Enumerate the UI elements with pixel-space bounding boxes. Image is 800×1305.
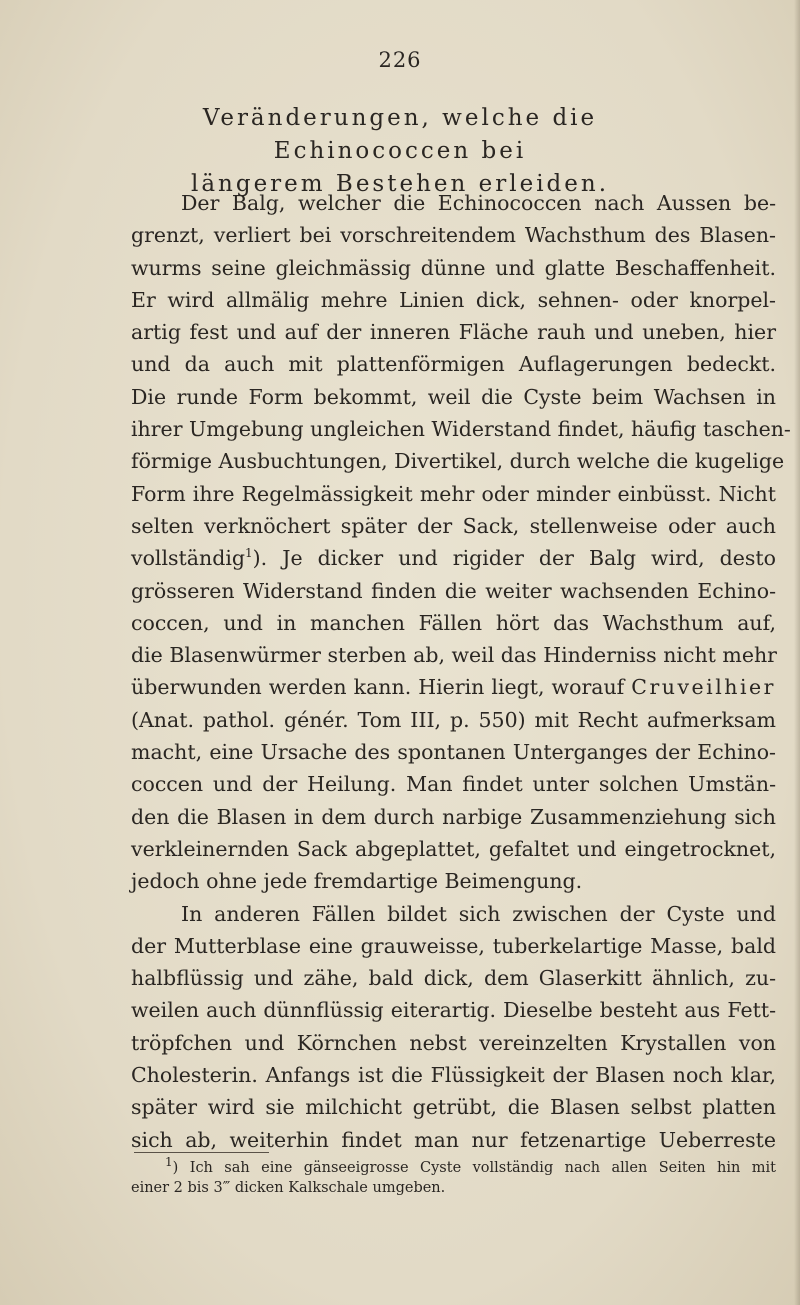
text-line: die Blasenwürmer sterben ab, weil das Hinderniss nicht mehr — [131, 643, 777, 668]
text-fragment: vollständig — [131, 546, 246, 571]
text-line: Die runde Form bekommt, weil die Cyste beim Wachsen in — [131, 384, 776, 409]
text-line: coccen und der Heilung. Man findet unter solchen Umstän- — [131, 772, 776, 797]
page-number: 226 — [378, 48, 422, 72]
footnote-line — [131, 1155, 776, 1178]
text-line: verkleinernden Sack abgeplattet, gefaltet und eingetrocknet, — [131, 836, 776, 861]
text-fragment: überwunden werden kann. Hierin liegt, worauf — [131, 675, 632, 700]
section-heading-line-1: Veränderungen, welche die Echinococcen bei — [202, 105, 598, 164]
text-fragment: ). Je dicker und rigider der Balg wird, desto — [252, 546, 776, 571]
text-line: Form ihre Regelmässigkeit mehr oder minder einbüsst. Nicht — [131, 481, 776, 506]
text-line: jedoch ohne jede fremdartige Beimengung. — [131, 869, 583, 894]
text-line: coccen, und in manchen Fällen hört das Wachsthum auf, — [131, 610, 776, 635]
footnote-line: einer 2 bis 3‴ dicken Kalkschale umgeben. — [131, 1180, 446, 1196]
text-line — [131, 542, 776, 574]
text-line: grenzt, verliert bei vorschreitendem Wachsthum des Blasen- — [131, 223, 776, 248]
text-line: halbflüssig und zähe, bald dick, dem Glaserkitt ähnlich, zu- — [131, 966, 776, 991]
text-line: sich ab, weiterhin findet man nur fetzenartige Ueberreste — [131, 1127, 776, 1152]
text-line: grösseren Widerstand finden die weiter wachsenden Echino- — [131, 578, 776, 603]
text-line: förmige Ausbuchtungen, Divertikel, durch welche die kugelige — [131, 449, 785, 474]
text-line: weilen auch dünnflüssig eiterartig. Dieselbe besteht aus Fett- — [131, 998, 776, 1023]
text-line: selten verknöchert später der Sack, stellenweise oder auch — [131, 513, 776, 538]
text-line: der Mutterblase eine grauweisse, tuberkelartige Masse, bald — [131, 933, 776, 958]
text-line: Er wird allmälig mehre Linien dick, sehnen- oder knorpel- — [131, 287, 776, 312]
section-heading-line-2: längerem Bestehen erleiden. — [190, 171, 610, 197]
page-edge-shadow — [794, 0, 800, 1305]
text-line: macht, eine Ursache des spontanen Unterganges der Echino- — [131, 740, 776, 765]
text-line: später wird sie milchicht getrübt, die Blasen selbst platten — [131, 1095, 776, 1120]
text-line: den die Blasen in dem durch narbige Zusammenziehung sich — [131, 804, 776, 829]
text-line: (Anat. pathol. génér. Tom III, p. 550) mit Recht aufmerksam — [131, 707, 776, 732]
text-line: Cholesterin. Anfangs ist die Flüssigkeit der Blasen noch klar, — [131, 1063, 776, 1088]
footnote-marker: 1 — [165, 1155, 173, 1170]
footnote-divider — [134, 1152, 269, 1153]
text-line — [131, 671, 776, 703]
text-line: tröpfchen und Körnchen nebst vereinzelten Krystallen von — [131, 1030, 776, 1055]
footnote-reference: 1 — [245, 546, 253, 561]
text-line: Der Balg, welcher die Echinococcen nach Aussen be- — [181, 191, 776, 215]
footnote — [131, 1155, 776, 1198]
text-line: und da auch mit plattenförmigen Auflagerungen bedeckt. — [131, 352, 776, 377]
text-line: In anderen Fällen bildet sich zwischen der Cyste und — [181, 901, 776, 926]
text-fragment: ) Ich sah eine gänseeigrosse Cyste vollständig nach allen Seiten hin mit — [172, 1160, 776, 1176]
body-text — [131, 187, 791, 1156]
text-line: wurms seine gleichmässig dünne und glatte Beschaffenheit. — [131, 255, 776, 280]
text-line: artig fest und auf der inneren Fläche rauh und uneben, hier — [131, 320, 776, 345]
author-name: Cruveilhier — [631, 675, 776, 700]
text-line: ihrer Umgebung ungleichen Widerstand findet, häufig taschen- — [131, 417, 791, 442]
